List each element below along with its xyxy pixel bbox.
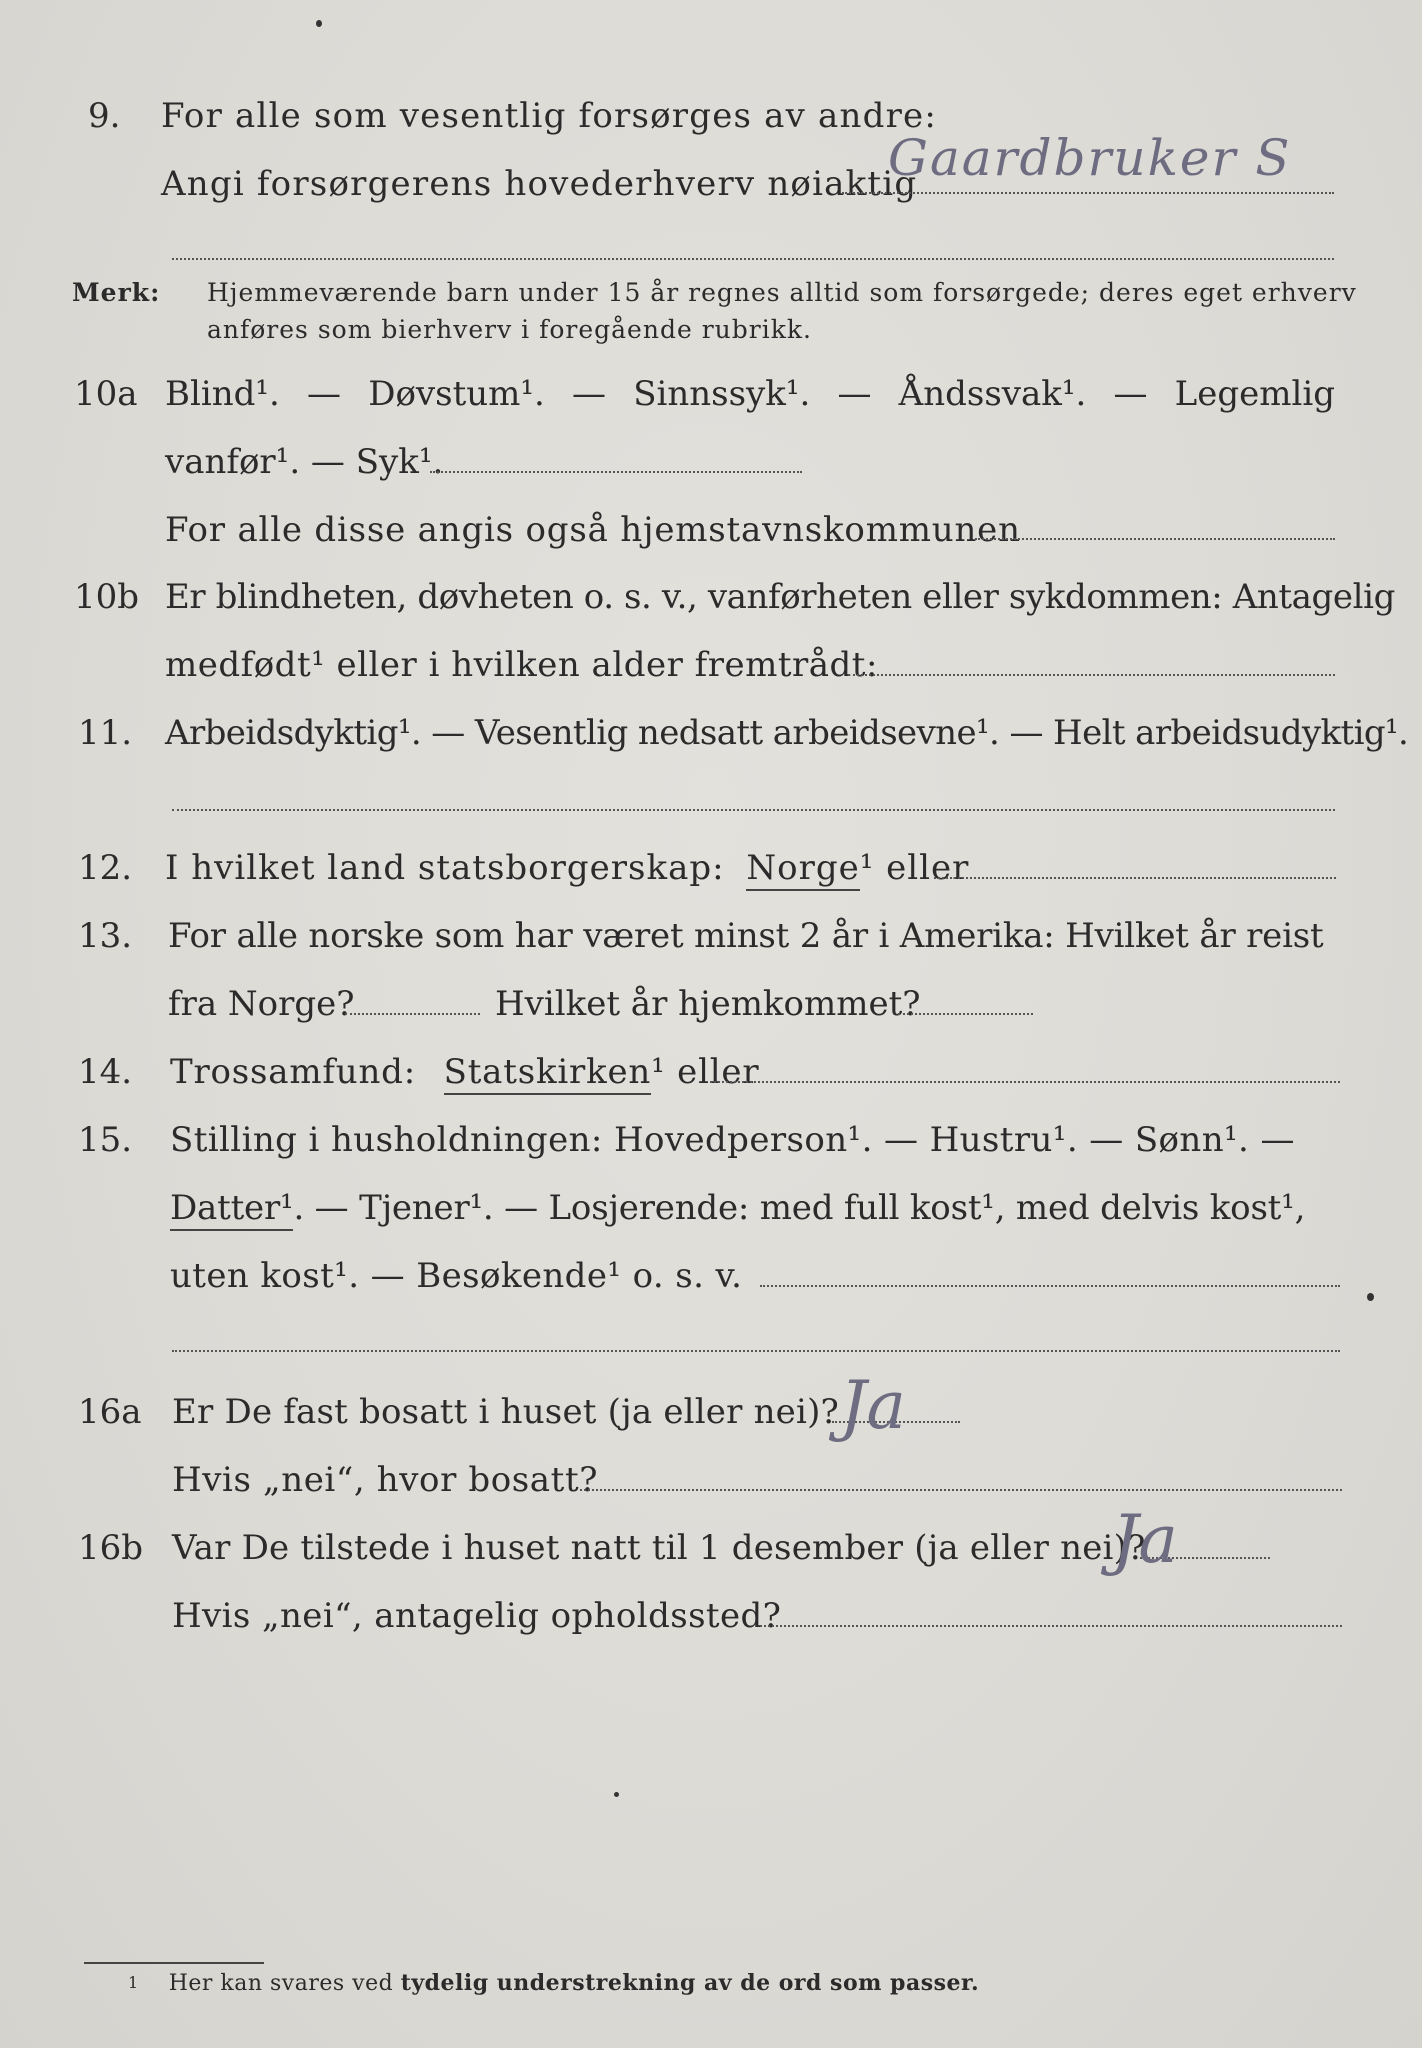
q13-hjemkommet-line xyxy=(898,1013,1033,1015)
q16b-number: 16b xyxy=(78,1528,144,1568)
q15-line2 xyxy=(170,1188,1305,1228)
q15-line1: Stilling i husholdningen: Hovedperson¹. — Hustru¹. — Sønn¹. — xyxy=(170,1120,1295,1160)
q10a-line2: vanfør¹. — Syk¹. xyxy=(165,442,444,482)
q14-answer-line xyxy=(710,1081,1340,1083)
paper-speck xyxy=(1367,1293,1374,1301)
q14-prefix: Trossamfund: xyxy=(170,1052,417,1092)
q15-answer-line xyxy=(760,1285,1340,1287)
q11-line1: Arbeidsdyktig¹. — Vesentlig nedsatt arbeidsevne¹. — Helt arbeidsudyktig¹. xyxy=(165,713,1409,753)
paper-speck xyxy=(614,1792,619,1797)
paper-speck xyxy=(316,20,322,27)
q10b-line2: medfødt¹ eller i hvilken alder fremtrådt: xyxy=(165,645,878,685)
q12-prefix: I hvilket land statsborgerskap: xyxy=(165,848,725,888)
q9-number: 9. xyxy=(88,96,121,136)
q10a-line3: For alle disse angis også hjemstavnskommunen xyxy=(165,510,1021,550)
q13-line1: For alle norske som har været minst 2 år i Amerika: Hvilket år reist xyxy=(168,916,1324,956)
q15-number: 15. xyxy=(78,1120,133,1160)
q10a-syk-line xyxy=(430,471,802,473)
q10a-kommune-line xyxy=(975,538,1335,540)
q9-line1: For alle som vesentlig forsørges av andre: xyxy=(161,96,938,136)
q16b-handwritten-answer: Ja xyxy=(1112,1501,1178,1578)
footnote-text-bold: tydelig understrekning av de ord som passer. xyxy=(400,1970,980,1996)
q16a-bosatt-line xyxy=(580,1489,1342,1491)
q9-extra-answer-line xyxy=(172,258,1334,260)
q10a-number: 10a xyxy=(74,374,138,414)
merk-label: Merk: xyxy=(72,278,161,307)
q9-answer-line xyxy=(842,192,1334,194)
q16a-line2: Hvis „nei“, hvor bosatt? xyxy=(172,1460,599,1500)
q12-underlined: Norge xyxy=(746,848,859,891)
footnote-rule xyxy=(84,1962,264,1964)
merk-line2: anføres som bierhverv i foregående rubrikk. xyxy=(207,315,812,344)
q12-line xyxy=(165,848,969,888)
q14-suffix: ¹ eller xyxy=(651,1052,760,1092)
q9-line2: Angi forsørgerens hovederhverv nøiaktig xyxy=(161,164,918,204)
q13-reist-line xyxy=(345,1013,480,1015)
q11-answer-line xyxy=(172,809,1335,811)
q16a-number: 16a xyxy=(78,1392,142,1432)
q16b-line2: Hvis „nei“, antagelig opholdssted? xyxy=(172,1596,782,1636)
q10b-number: 10b xyxy=(74,577,140,617)
q9-handwritten-answer: Gaardbruker S xyxy=(888,129,1292,187)
q16b-line1: Var De tilstede i huset natt til 1 desember (ja eller nei)? xyxy=(172,1528,1146,1568)
q15-datter-underlined: Datter¹ xyxy=(170,1188,293,1231)
q13-number: 13. xyxy=(78,916,133,956)
footnote xyxy=(128,1968,979,1999)
q12-answer-line xyxy=(934,877,1336,879)
q10a-line1: Blind¹. — Døvstum¹. — Sinnssyk¹. — Åndssvak¹. — Legemlig xyxy=(165,374,1335,414)
q16a-line1: Er De fast bosatt i huset (ja eller nei)? xyxy=(172,1392,839,1432)
q11-number: 11. xyxy=(78,713,133,753)
q12-number: 12. xyxy=(78,848,133,888)
q16a-handwritten-answer: Ja xyxy=(840,1367,906,1444)
q10b-answer-line xyxy=(848,674,1335,676)
footnote-mark: 1 xyxy=(128,1973,139,1992)
q15-extra-answer-line xyxy=(172,1350,1340,1352)
q10b-line1: Er blindheten, døvheten o. s. v., vanførheten eller sykdommen: Antagelig xyxy=(165,577,1395,617)
q13-line2b: Hvilket år hjemkommet? xyxy=(495,984,921,1024)
q12-suffix: ¹ eller xyxy=(859,848,970,888)
q15-line3: uten kost¹. — Besøkende¹ o. s. v. xyxy=(170,1256,743,1296)
q15-line2-rest: . — Tjener¹. — Losjerende: med full kost¹, med delvis kost¹, xyxy=(293,1188,1306,1228)
merk-line1: Hjemmeværende barn under 15 år regnes alltid som forsørgede; deres eget erhverv xyxy=(207,278,1357,307)
q14-line xyxy=(170,1052,759,1092)
q14-number: 14. xyxy=(78,1052,133,1092)
q14-underlined: Statskirken xyxy=(444,1052,652,1095)
q16b-opholdssted-line xyxy=(760,1625,1342,1627)
footnote-text-plain: Her kan svares ved xyxy=(168,1971,394,1996)
q13-line2a: fra Norge? xyxy=(168,984,355,1024)
